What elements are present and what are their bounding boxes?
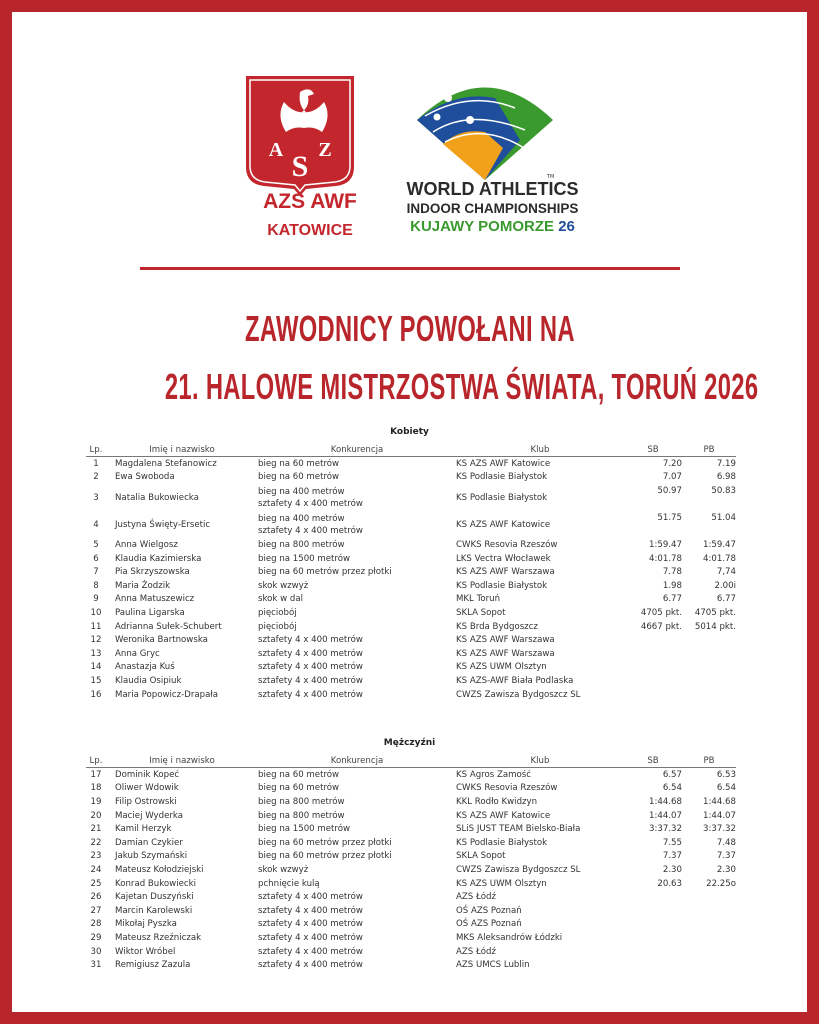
table-row [86, 674, 736, 688]
table-row [86, 647, 736, 661]
cell-lp: 26 [90, 892, 102, 903]
cell-sb: 6.54 [662, 783, 682, 794]
cell-event: sztafety 4 x 400 metrów [258, 689, 363, 700]
cell-club: CWKS Resovia Rzeszów [456, 539, 558, 550]
cell-pb: 1:44.68 [703, 796, 736, 807]
cell-sb: 51.75 [657, 513, 682, 524]
cell-lp: 18 [90, 783, 102, 794]
cell-club: AZS Łódź [456, 892, 497, 903]
cell-lp: 9 [93, 594, 99, 605]
men-table [86, 755, 736, 972]
table-row [86, 918, 736, 932]
cell-sb: 7.37 [662, 851, 682, 862]
cell-event: pięciobój [258, 607, 297, 618]
cell-event: bieg na 400 metrów [258, 486, 345, 497]
cell-name: Weronika Bartnowska [115, 635, 208, 646]
cell-sb: 4667 pkt. [640, 621, 682, 632]
cell-event [258, 513, 456, 537]
table-row [86, 863, 736, 877]
cell-name: Konrad Bukowiecki [115, 878, 196, 889]
cell-club: MKL Toruń [456, 594, 501, 605]
cell-club: CWZS Zawisza Bydgoszcz SL [456, 864, 581, 875]
table-row [86, 931, 736, 945]
cell-lp: 23 [90, 851, 102, 862]
cell-lp: 2 [93, 472, 99, 483]
table-header [86, 755, 736, 768]
cell-name: Klaudia Kazimierska [115, 553, 202, 564]
header-divider [140, 267, 680, 270]
cell-name: Maria Żodzik [115, 580, 171, 591]
cell-pb: 4:01.78 [703, 553, 736, 564]
column-header-club: Klub [530, 445, 550, 455]
column-header-pb: PB [703, 445, 715, 455]
cell-club: MKS Aleksandrów Łódzki [456, 932, 563, 943]
cell-event: bieg na 1500 metrów [258, 553, 351, 564]
cell-event: sztafety 4 x 400 metrów [258, 662, 363, 673]
cell-club: KS AZS AWF Katowice [456, 810, 551, 821]
azs-emblem-letter-z: Z [318, 139, 332, 161]
table-row [86, 768, 736, 782]
world-athletics-fan-logo [415, 80, 555, 180]
cell-name: Natalia Bukowiecka [115, 492, 199, 503]
column-header-event: Konkurencja [330, 445, 384, 455]
table-row [86, 620, 736, 634]
cell-club: KS AZS-AWF Biała Podlaska [456, 675, 574, 686]
title-line-1: ZAWODNICY POWOŁANI NA [244, 308, 575, 349]
cell-event: bieg na 400 metrów [258, 513, 345, 524]
cell-name: Ewa Swoboda [115, 472, 175, 483]
cell-sb: 4705 pkt. [640, 607, 682, 618]
cell-club: KS Podlasie Białystok [456, 580, 548, 591]
cell-club: CWZS Zawisza Bydgoszcz SL [456, 689, 581, 700]
cell-event: sztafety 4 x 400 metrów [258, 675, 363, 686]
cell-pb: 7.37 [716, 851, 736, 862]
cell-pb: 4705 pkt. [694, 607, 736, 618]
table-row [86, 593, 736, 607]
cell-lp: 19 [90, 796, 102, 807]
table-row [86, 836, 736, 850]
cell-club: KS AZS AWF Katowice [456, 519, 551, 530]
cell-sb: 7.55 [662, 837, 682, 848]
cell-club: KS Podlasie Białystok [456, 492, 548, 503]
cell-event [258, 486, 456, 510]
cell-event: sztafety 4 x 400 metrów [258, 892, 363, 903]
cell-lp: 28 [90, 919, 102, 930]
column-header-lp: Lp. [89, 756, 103, 766]
cell-lp: 31 [90, 960, 102, 971]
cell-name: Anna Gryc [115, 648, 160, 659]
cell-club: KS Podlasie Białystok [456, 837, 548, 848]
cell-club: SKLA Sopot [456, 607, 506, 618]
cell-club: AZS UMCS Lublin [456, 960, 530, 971]
cell-club: KS AZS AWF Warszawa [456, 635, 555, 646]
cell-event: bieg na 60 metrów [258, 769, 340, 780]
wa-subtitle: INDOOR CHAMPIONSHIPS [406, 201, 579, 216]
cell-event: skok w dal [258, 594, 303, 605]
table-header [86, 444, 736, 457]
cell-name: Klaudia Osipiuk [115, 675, 182, 686]
cell-name: Mikołaj Pyszka [115, 919, 177, 930]
table-row [86, 809, 736, 823]
cell-name: Maria Popowicz-Drapała [115, 689, 219, 700]
table-row [86, 904, 736, 918]
cell-event: skok wzwyż [258, 864, 309, 875]
cell-club: KS Podlasie Białystok [456, 472, 548, 483]
cell-lp: 22 [90, 837, 102, 848]
cell-sb: 6.57 [662, 769, 682, 780]
cell-event: bieg na 800 metrów [258, 796, 345, 807]
cell-club: KS AZS AWF Warszawa [456, 648, 555, 659]
cell-event: bieg na 60 metrów [258, 472, 340, 483]
cell-lp: 20 [90, 810, 102, 821]
cell-name: Anna Matuszewicz [115, 594, 195, 605]
cell-name: Mateusz Kołodziejski [115, 864, 204, 875]
cell-club: KS AZS UWM Olsztyn [456, 662, 547, 673]
cell-name: Paulina Ligarska [115, 607, 185, 618]
column-header-club: Klub [530, 756, 550, 766]
table-row [86, 511, 736, 538]
cell-name: Filip Ostrowski [115, 796, 177, 807]
table-row [86, 633, 736, 647]
table-row [86, 579, 736, 593]
table-row [86, 958, 736, 972]
cell-club: KKL Rodło Kwidzyn [456, 796, 538, 807]
cell-event: pięciobój [258, 621, 297, 632]
cell-name: Maciej Wyderka [115, 810, 183, 821]
table-row [86, 606, 736, 620]
cell-event: sztafety 4 x 400 metrów [258, 648, 363, 659]
cell-name: Adrianna Sułek-Schubert [115, 621, 222, 632]
cell-name: Dominik Kopeć [115, 769, 180, 780]
cell-sb: 4:01.78 [649, 553, 682, 564]
cell-club: OŚ AZS Poznań [456, 919, 522, 930]
cell-lp: 27 [90, 905, 102, 916]
cell-event: bieg na 60 metrów [258, 783, 340, 794]
cell-lp: 12 [90, 635, 102, 646]
cell-event: bieg na 60 metrów przez płotki [258, 567, 392, 578]
table-row [86, 538, 736, 552]
cell-club: AZS Łódź [456, 946, 497, 957]
poster [12, 12, 807, 1012]
table-row [86, 877, 736, 891]
cell-sb: 1:59.47 [649, 539, 682, 550]
cell-lp: 16 [90, 689, 102, 700]
cell-event: skok wzwyż [258, 580, 309, 591]
cell-pb: 6.77 [716, 594, 736, 605]
table-row [86, 565, 736, 579]
cell-lp: 25 [90, 878, 102, 889]
cell-pb: 6.53 [716, 769, 736, 780]
cell-pb: 6.54 [716, 783, 736, 794]
cell-pb: 7.19 [716, 458, 736, 469]
table-row [86, 471, 736, 485]
cell-event: sztafety 4 x 400 metrów [258, 635, 363, 646]
cell-name: Jakub Szymański [115, 851, 188, 862]
cell-sb: 2.30 [662, 864, 682, 875]
cell-event: sztafety 4 x 400 metrów [258, 960, 363, 971]
cell-name: Oliwer Wdowik [115, 783, 179, 794]
cell-sb: 7.78 [662, 567, 682, 578]
cell-sb: 7.20 [662, 458, 682, 469]
cell-club: KS Agros Zamość [456, 769, 531, 780]
cell-pb: 2.00i [714, 580, 736, 591]
cell-sb: 6.77 [662, 594, 682, 605]
cell-club: CWKS Resovia Rzeszów [456, 783, 558, 794]
table-row [86, 661, 736, 675]
cell-pb: 51.04 [711, 513, 736, 524]
cell-lp: 29 [90, 932, 102, 943]
cell-lp: 24 [90, 864, 102, 875]
column-header-pb: PB [703, 756, 715, 766]
cell-club: KS Brda Bydgoszcz [456, 621, 538, 632]
cell-name: Pia Skrzyszowska [115, 567, 190, 578]
cell-event: sztafety 4 x 400 metrów [258, 932, 363, 943]
cell-sb: 1:44.68 [649, 796, 682, 807]
table-row [86, 688, 736, 702]
cell-name: Anna Wielgosz [115, 539, 178, 550]
cell-pb: 2.30 [716, 864, 736, 875]
column-header-sb: SB [647, 756, 659, 766]
cell-event: bieg na 60 metrów przez płotki [258, 837, 392, 848]
cell-name: Anastazja Kuś [115, 662, 175, 673]
cell-name: Wiktor Wróbel [115, 946, 176, 957]
cell-club: OŚ AZS Poznań [456, 905, 522, 916]
cell-event: bieg na 60 metrów przez płotki [258, 851, 392, 862]
cell-name: Kajetan Duszyński [115, 892, 194, 903]
cell-lp: 3 [93, 492, 99, 503]
cell-event: bieg na 800 metrów [258, 539, 345, 550]
azs-emblem-letter-s: S [291, 150, 309, 183]
azs-shield-logo [240, 72, 360, 247]
azs-emblem-letter-a: A [268, 139, 284, 161]
cell-lp: 5 [93, 539, 99, 550]
table-row [86, 457, 736, 471]
cell-sb: 20.63 [657, 878, 682, 889]
cell-lp: 14 [90, 662, 102, 673]
cell-lp: 6 [93, 553, 99, 564]
table-row [86, 822, 736, 836]
table-row [86, 484, 736, 511]
cell-pb: 1:59.47 [703, 539, 736, 550]
cell-event: sztafety 4 x 400 metrów [258, 946, 363, 957]
cell-pb: 22.25o [706, 878, 736, 889]
cell-name: Mateusz Rzeźniczak [115, 932, 202, 943]
cell-event2: sztafety 4 x 400 metrów [258, 498, 363, 509]
cell-club: LKS Vectra Włocławek [456, 553, 551, 564]
cell-event: sztafety 4 x 400 metrów [258, 905, 363, 916]
cell-pb: 7,74 [716, 567, 736, 578]
women-heading: Kobiety [390, 427, 429, 437]
column-header-name: Imię i nazwisko [149, 445, 215, 455]
cell-name: Marcin Karolewski [115, 905, 193, 916]
cell-lp: 13 [90, 648, 102, 659]
column-header-name: Imię i nazwisko [149, 756, 215, 766]
table-row [86, 782, 736, 796]
cell-name: Magdalena Stefanowicz [115, 458, 217, 469]
wa-host [380, 218, 605, 236]
cell-pb: 1:44.07 [703, 810, 736, 821]
cell-event: sztafety 4 x 400 metrów [258, 919, 363, 930]
cell-lp: 8 [93, 580, 99, 591]
cell-event: bieg na 60 metrów [258, 458, 340, 469]
cell-sb: 1.98 [662, 580, 682, 591]
table-row [86, 890, 736, 904]
cell-lp: 17 [90, 769, 102, 780]
table-row [86, 945, 736, 959]
column-header-lp: Lp. [89, 445, 103, 455]
cell-lp: 15 [90, 675, 102, 686]
cell-sb: 3:37.32 [649, 824, 682, 835]
table-row [86, 795, 736, 809]
cell-lp: 21 [90, 824, 102, 835]
cell-lp: 10 [90, 607, 102, 618]
cell-sb: 7.07 [662, 472, 682, 483]
cell-pb: 5014 pkt. [694, 621, 736, 632]
title-line-2: 21. HALOWE MISTRZOSTWA ŚWIATA, TORUŃ 2026 [164, 366, 759, 407]
table-row [86, 850, 736, 864]
cell-club: SLiS JUST TEAM Bielsko-Biała [456, 824, 581, 835]
azs-name: AZS AWF [263, 190, 357, 213]
cell-club: KS AZS AWF Warszawa [456, 567, 555, 578]
cell-name: Justyna Święty-Ersetic [115, 519, 211, 530]
wa-host-year: 26 [558, 218, 575, 235]
cell-lp: 1 [93, 458, 99, 469]
column-header-event: Konkurencja [330, 756, 384, 766]
cell-name: Remigiusz Zazula [115, 960, 191, 971]
cell-lp: 7 [93, 567, 99, 578]
cell-lp: 4 [93, 519, 99, 530]
cell-pb: 7.48 [716, 837, 736, 848]
cell-pb: 50.83 [711, 486, 736, 497]
cell-event: bieg na 1500 metrów [258, 824, 351, 835]
wa-host-region: KUJAWY POMORZE [410, 218, 555, 235]
cell-club: KS AZS AWF Katowice [456, 458, 551, 469]
cell-name: Damian Czykier [115, 837, 183, 848]
table-row [86, 552, 736, 566]
cell-lp: 11 [90, 621, 102, 632]
cell-event: pchnięcie kulą [258, 878, 320, 889]
column-header-sb: SB [647, 445, 659, 455]
cell-sb: 1:44.07 [649, 810, 682, 821]
cell-event: bieg na 800 metrów [258, 810, 345, 821]
azs-city: KATOWICE [267, 222, 353, 239]
cell-event2: sztafety 4 x 400 metrów [258, 525, 363, 536]
cell-club: KS AZS UWM Olsztyn [456, 878, 547, 889]
cell-lp: 30 [90, 946, 102, 957]
cell-name: Kamil Herzyk [115, 824, 172, 835]
men-heading: Mężczyźni [383, 738, 436, 748]
cell-pb: 3:37.32 [703, 824, 736, 835]
cell-pb: 6.98 [716, 472, 736, 483]
cell-sb: 50.97 [657, 486, 682, 497]
cell-club: SKLA Sopot [456, 851, 506, 862]
wa-title: WORLD ATHLETICS [406, 179, 579, 199]
women-table [86, 444, 736, 701]
trademark: TM [547, 174, 555, 180]
